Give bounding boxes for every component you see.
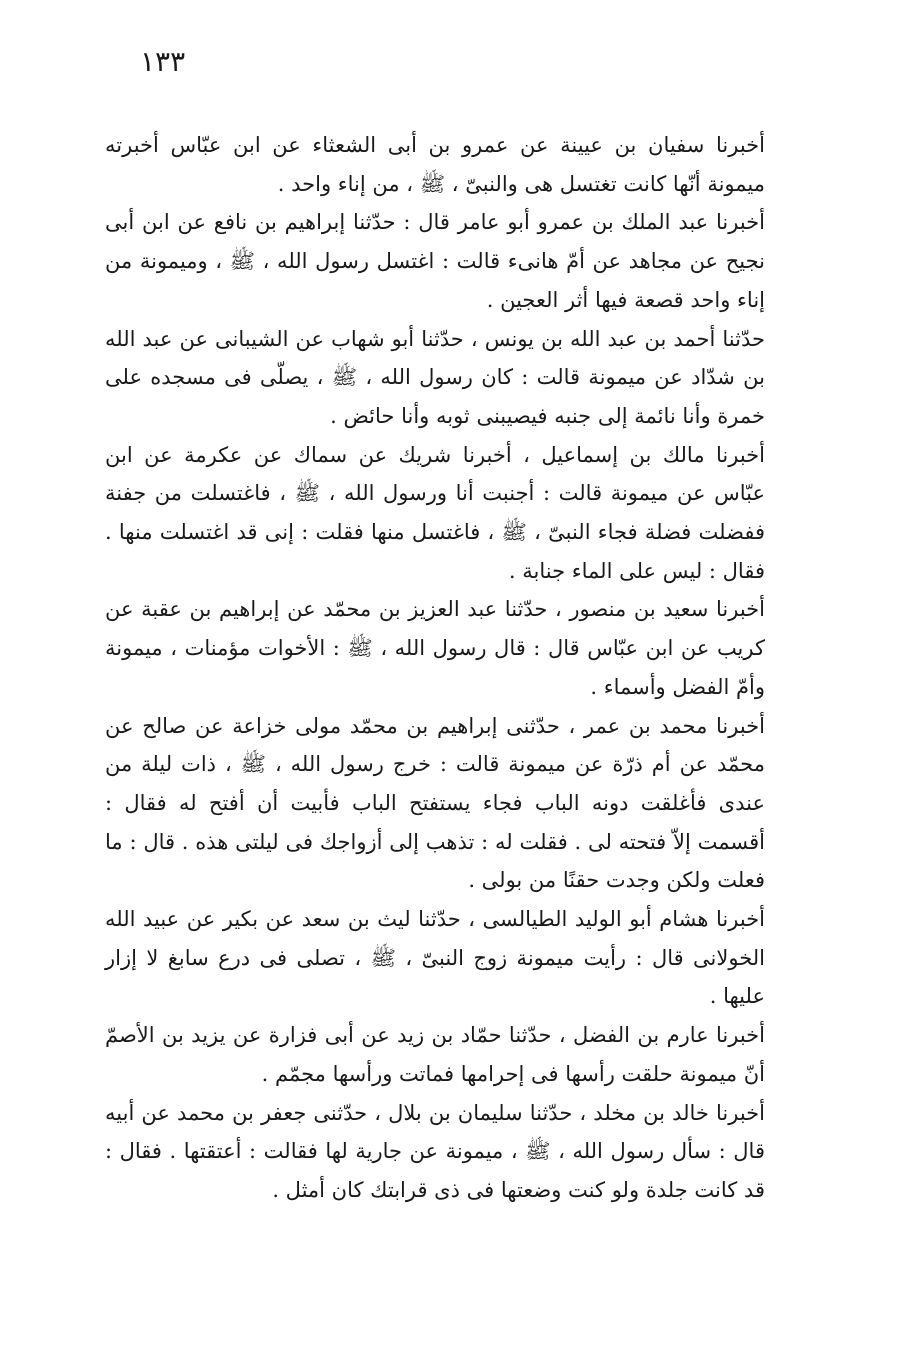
paragraph: حدّثنا أحمد بن عبد الله بن يونس ، حدّثنا أبو شهاب عن الشيبانى عن عبد الله بن شدّاد عن ميمونة قالت : كان رسول الله ، ﷺ ، يصلّى فى مسجده على خمرة وأنا نائمة إلى جنبه فيصيبنى ثوبه وأنا حائض .	[105, 326, 765, 428]
paragraph: أخبرنا محمد بن عمر ، حدّثنى إبراهيم بن محمّد مولى خزاعة عن صالح عن محمّد عن أم ذرّة عن ميمونة قالت : خرج رسول الله ، ﷺ ، ذات ليلة من عندى فأغلقت دونه الباب فجاء يستفتح الباب فأبيت أن أفتح له فقال : أقسمت إلاّ فتحته لى . فقلت له : تذهب إلى أزواجك فى ليلتى هذه . قال : ما فعلت ولكن وجدت حقنًا من بولى .	[105, 713, 765, 893]
paragraph: أخبرنا عارم بن الفضل ، حدّثنا حمّاد بن زيد عن أبى فزارة عن يزيد بن الأصمّ أنّ ميمونة حلقت رأسها فى إحرامها فماتت ورأسها مجمّم .	[105, 1023, 765, 1086]
paragraph: أخبرنا سفيان بن عيينة عن عمرو بن أبى الشعثاء عن ابن عبّاس أخبرته ميمونة أنّها كانت تغتسل هى والنبىّ ، ﷺ ، من إناء واحد .	[105, 133, 765, 196]
paragraph: أخبرنا هشام أبو الوليد الطيالسى ، حدّثنا ليث بن سعد عن بكير عن عبيد الله الخولانى قال : رأيت ميمونة زوج النبىّ ، ﷺ ، تصلى فى درع سابغ لا إزار عليها .	[105, 907, 765, 1009]
page-body	[105, 126, 765, 1210]
paragraph: أخبرنا سعيد بن منصور ، حدّثنا عبد العزيز بن محمّد عن إبراهيم بن عقبة عن كريب عن ابن عبّاس قال : قال رسول الله ، ﷺ : الأخوات مؤمنات ، ميمونة وأمّ الفضل وأسماء .	[105, 597, 765, 699]
paragraph: أخبرنا مالك بن إسماعيل ، أخبرنا شريك عن سماك عن عكرمة عن ابن عبّاس عن ميمونة قالت : أجنبت أنا ورسول الله ، ﷺ ، فاغتسلت من جفنة ففضلت فضلة فجاء النبىّ ، ﷺ ، فاغتسل منها فقلت : إنى قد اغتسلت منها . فقال : ليس على الماء جنابة .	[105, 442, 765, 583]
paragraph: أخبرنا خالد بن مخلد ، حدّثنا سليمان بن بلال ، حدّثنى جعفر بن محمد عن أبيه قال : سأل رسول الله ، ﷺ ، ميمونة عن جارية لها فقالت : أعتقتها . فقال : قد كانت جلدة ولو كنت وضعتها فى ذى قرابتك كان أمثل .	[105, 1100, 765, 1202]
page-number: ١٣٣	[140, 45, 186, 78]
paragraph: أخبرنا عبد الملك بن عمرو أبو عامر قال : حدّثنا إبراهيم بن نافع عن ابن أبى نجيح عن مجاهد عن أمّ هانىء قالت : اغتسل رسول الله ، ﷺ ، وميمونة من إناء واحد قصعة فيها أثر العجين .	[105, 210, 765, 312]
